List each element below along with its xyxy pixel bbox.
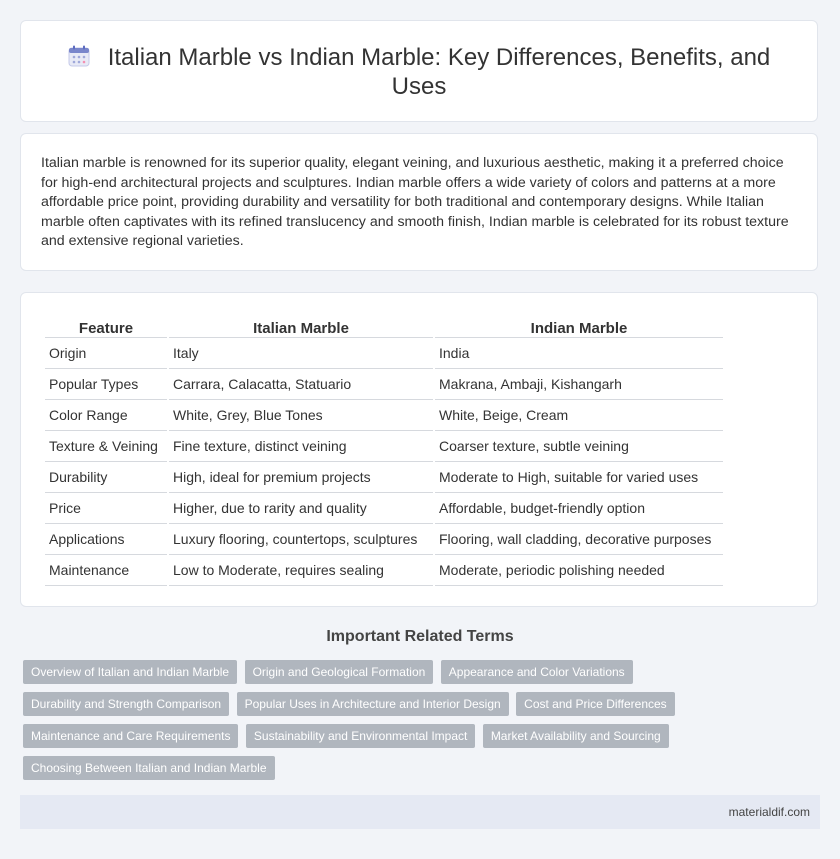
table-row: [45, 462, 723, 493]
term-tag[interactable]: Cost and Price Differences: [516, 692, 675, 716]
cell-indian: White, Beige, Cream: [435, 400, 723, 431]
header-feature: Feature: [45, 315, 167, 338]
cell-italian: Italy: [169, 338, 433, 369]
cell-italian: Low to Moderate, requires sealing: [169, 555, 433, 586]
table-row: [45, 524, 723, 555]
header-card: [20, 20, 818, 122]
related-terms-title: Important Related Terms: [326, 628, 514, 645]
cell-feature: Price: [45, 493, 167, 524]
cell-feature: Texture & Veining: [45, 431, 167, 462]
table-header-row: [45, 315, 723, 338]
table-row: [45, 555, 723, 586]
table-row: [45, 431, 723, 462]
cell-indian: Flooring, wall cladding, decorative purposes: [435, 524, 723, 555]
term-tag[interactable]: Overview of Italian and Indian Marble: [23, 660, 237, 684]
term-tag[interactable]: Sustainability and Environmental Impact: [246, 724, 475, 748]
comparison-card: [20, 292, 818, 607]
header-indian: Indian Marble: [435, 315, 723, 338]
footer-site-link[interactable]: materialdif.com: [728, 805, 810, 819]
table-row: [45, 338, 723, 369]
cell-indian: India: [435, 338, 723, 369]
table-row: [45, 369, 723, 400]
term-tag[interactable]: Market Availability and Sourcing: [483, 724, 669, 748]
footer: [20, 795, 820, 829]
term-tag[interactable]: Popular Uses in Architecture and Interior Design: [237, 692, 509, 716]
cell-indian: Affordable, budget-friendly option: [435, 493, 723, 524]
comparison-table: [43, 315, 725, 586]
cell-italian: Carrara, Calacatta, Statuario: [169, 369, 433, 400]
header-italian: Italian Marble: [169, 315, 433, 338]
table-row: [45, 493, 723, 524]
intro-paragraph: Italian marble is renowned for its superior quality, elegant veining, and luxurious aesthetic, making it a preferred choice for high-end architectural projects and sculptures. Indian marble offers a wide variety of colors and patterns at a more affordable price point, providing durability and versatility for both traditional and contemporary designs. While Italian marble often captivates with its refined translucency and smooth finish, Indian marble is celebrated for its robust texture and extensive regional varieties.: [41, 155, 789, 250]
cell-italian: White, Grey, Blue Tones: [169, 400, 433, 431]
intro-card: [20, 133, 818, 271]
term-tag[interactable]: Durability and Strength Comparison: [23, 692, 229, 716]
cell-indian: Coarser texture, subtle veining: [435, 431, 723, 462]
cell-feature: Maintenance: [45, 555, 167, 586]
page-title: Italian Marble vs Indian Marble: Key Differences, Benefits, and Uses: [107, 44, 771, 100]
table-row: [45, 400, 723, 431]
cell-indian: Makrana, Ambaji, Kishangarh: [435, 369, 723, 400]
cell-feature: Origin: [45, 338, 167, 369]
cell-italian: High, ideal for premium projects: [169, 462, 433, 493]
term-tag[interactable]: Choosing Between Italian and Indian Marble: [23, 756, 275, 780]
term-tag[interactable]: Origin and Geological Formation: [245, 660, 434, 684]
cell-feature: Applications: [45, 524, 167, 555]
cell-italian: Fine texture, distinct veining: [169, 431, 433, 462]
cell-feature: Durability: [45, 462, 167, 493]
related-terms-list: [23, 660, 683, 788]
term-tag[interactable]: Maintenance and Care Requirements: [23, 724, 238, 748]
cell-italian: Luxury flooring, countertops, sculptures: [169, 524, 433, 555]
cell-feature: Popular Types: [45, 369, 167, 400]
cell-italian: Higher, due to rarity and quality: [169, 493, 433, 524]
term-tag[interactable]: Appearance and Color Variations: [441, 660, 633, 684]
cell-indian: Moderate to High, suitable for varied uses: [435, 462, 723, 493]
title-wrap: [61, 43, 777, 101]
calendar-icon: [68, 45, 90, 72]
cell-feature: Color Range: [45, 400, 167, 431]
cell-indian: Moderate, periodic polishing needed: [435, 555, 723, 586]
